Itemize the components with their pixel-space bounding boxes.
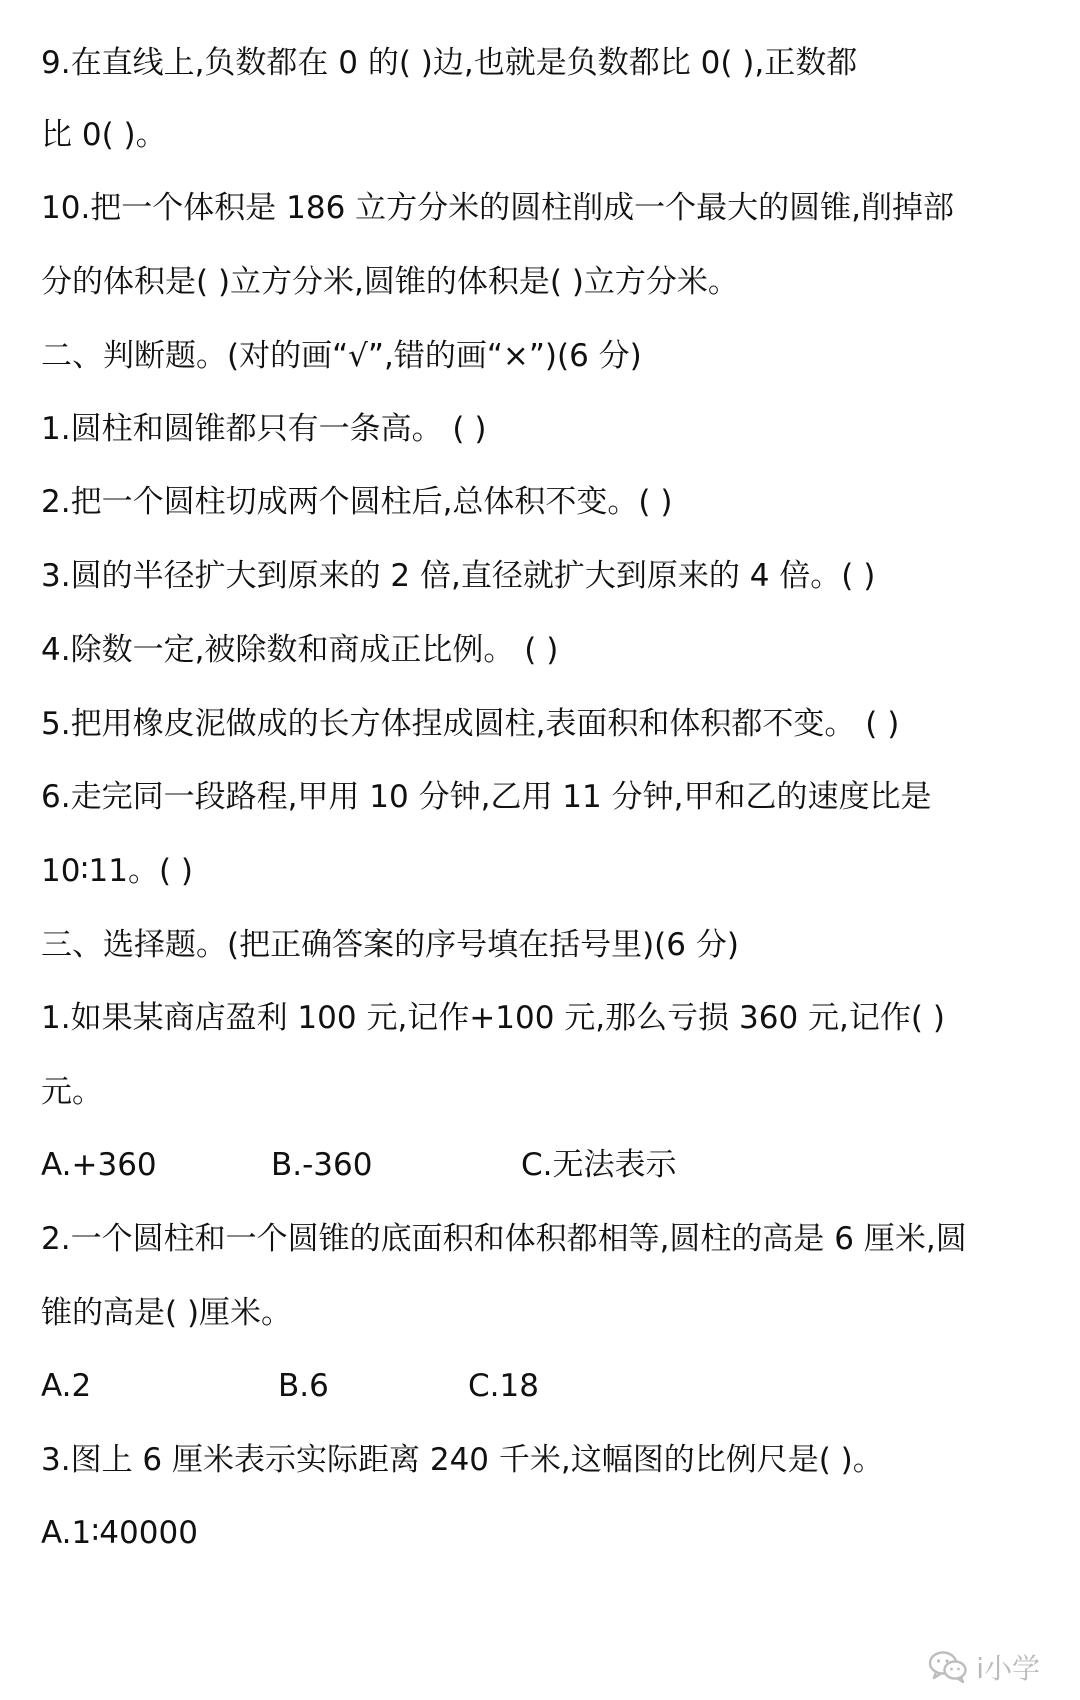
choice-q3-option-a: A.1∶40000 (41, 1515, 198, 1551)
choice-q2-line2: 锥的高是( )厘米。 (41, 1295, 293, 1331)
section-three-heading: 三、选择题。(把正确答案的序号填在括号里)(6 分) (41, 927, 739, 963)
watermark (928, 1647, 1040, 1687)
judge-item-1: 1.圆柱和圆锥都只有一条高。 ( ) (41, 411, 487, 447)
judge-item-3: 3.圆的半径扩大到原来的 2 倍,直径就扩大到原来的 4 倍。( ) (41, 558, 876, 594)
judge-item-5: 5.把用橡皮泥做成的长方体捏成圆柱,表面积和体积都不变。 ( ) (41, 706, 900, 742)
judge-item-6-line2: 10∶11。( ) (41, 853, 194, 889)
choice-q3-options (41, 1513, 1041, 1553)
choice-q2-option-c: C.18 (468, 1368, 539, 1404)
choice-q2-option-b: B.6 (278, 1368, 329, 1404)
judge-item-2: 2.把一个圆柱切成两个圆柱后,总体积不变。( ) (41, 484, 673, 520)
choice-q2-line1: 2.一个圆柱和一个圆锥的底面积和体积都相等,圆柱的高是 6 厘米,圆 (41, 1221, 967, 1257)
choice-q1-option-c: C.无法表示 (521, 1147, 677, 1183)
choice-q1-options (41, 1145, 1041, 1185)
choice-q1-option-b: B.-360 (271, 1147, 373, 1183)
choice-q1-option-a: A.+360 (41, 1147, 157, 1183)
choice-q3-line1: 3.图上 6 厘米表示实际距离 240 千米,这幅图的比例尺是( )。 (41, 1442, 884, 1478)
choice-q1-line2: 元。 (41, 1074, 103, 1110)
judge-item-6-line1: 6.走完同一段路程,甲用 10 分钟,乙用 11 分钟,甲和乙的速度比是 (41, 779, 932, 815)
watermark-label: i小学 (976, 1652, 1040, 1685)
q9-line2: 比 0( )。 (41, 117, 167, 153)
section-two-heading: 二、判断题。(对的画“√”,错的画“×”)(6 分) (41, 338, 642, 374)
q10-line2: 分的体积是( )立方分米,圆锥的体积是( )立方分米。 (41, 264, 739, 300)
choice-q1-line1: 1.如果某商店盈利 100 元,记作+100 元,那么亏损 360 元,记作( ) (41, 1000, 945, 1036)
judge-item-4: 4.除数一定,被除数和商成正比例。 ( ) (41, 632, 559, 668)
q10-line1: 10.把一个体积是 186 立方分米的圆柱削成一个最大的圆锥,削掉部 (41, 190, 955, 226)
wechat-icon (928, 1650, 968, 1684)
choice-q2-option-a: A.2 (41, 1368, 92, 1404)
q9-line1: 9.在直线上,负数都在 0 的( )边,也就是负数都比 0( ),正数都 (41, 45, 858, 81)
choice-q2-options (41, 1366, 1041, 1406)
